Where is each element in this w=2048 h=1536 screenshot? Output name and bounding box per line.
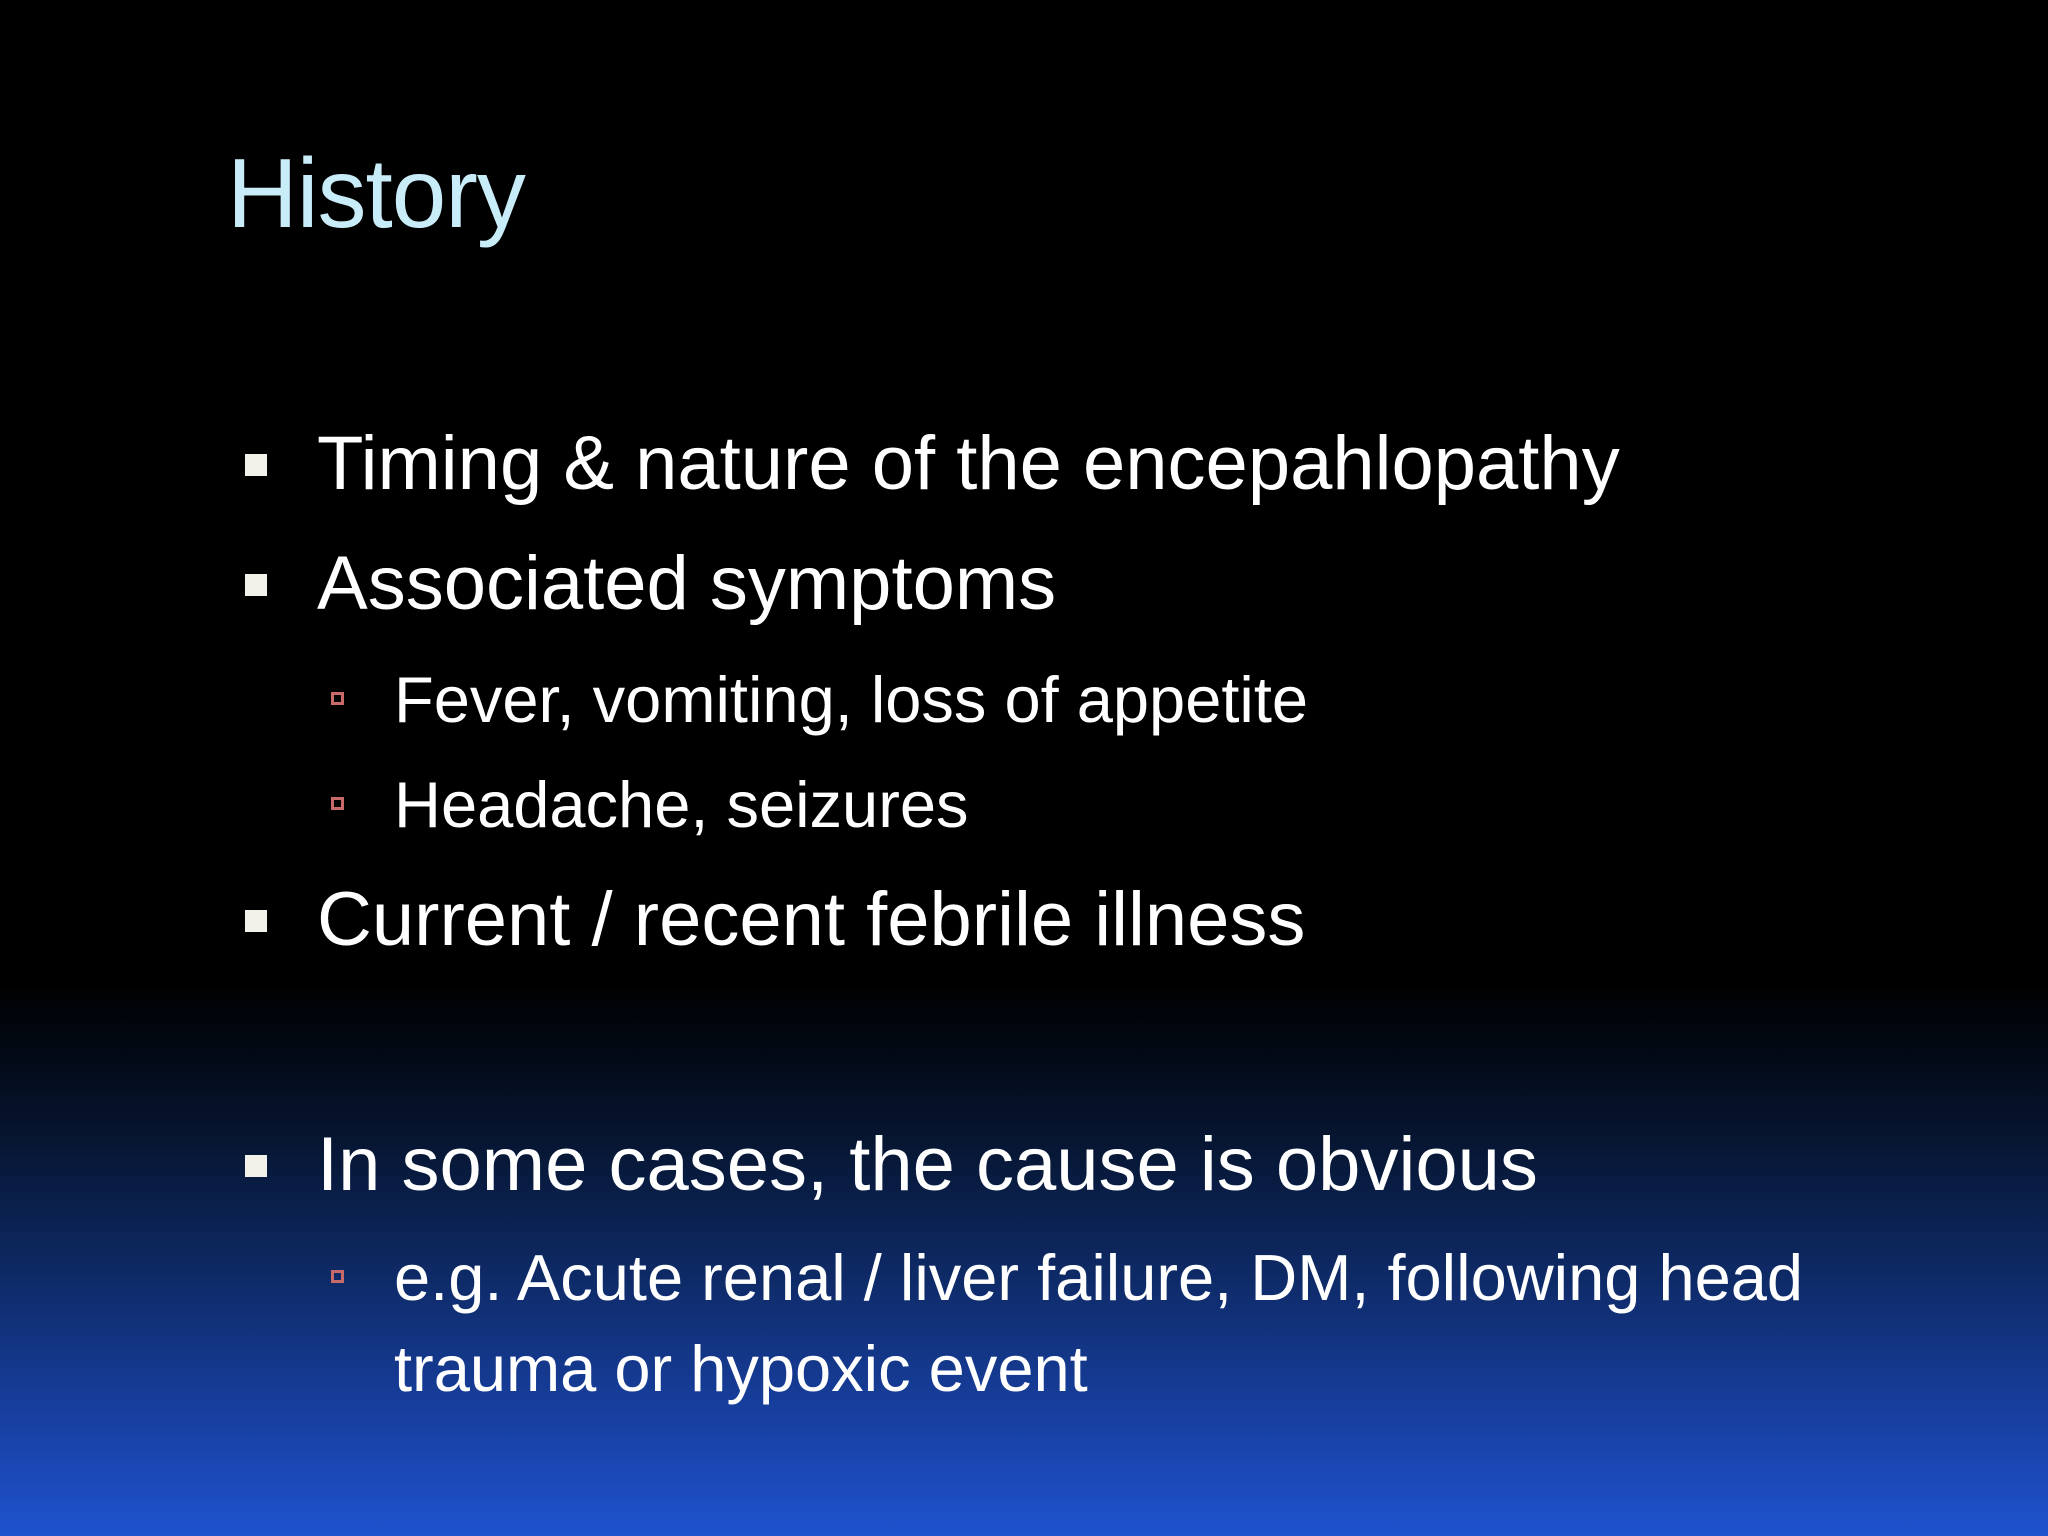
bullet-text: Associated symptoms bbox=[317, 541, 1057, 626]
bullet-text: Timing & nature of the encepahlopathy bbox=[317, 421, 1620, 506]
bullet-item-timing bbox=[245, 418, 1620, 509]
square-bullet-icon bbox=[245, 910, 267, 932]
bullet-text: Current / recent febrile illness bbox=[317, 877, 1306, 962]
sub-bullet-text: e.g. Acute renal / liver failure, DM, following head trauma or hypoxic event bbox=[394, 1241, 1804, 1405]
hollow-square-bullet-icon bbox=[331, 797, 344, 810]
bullet-item-associated-symptoms bbox=[245, 538, 1056, 629]
bullet-text: In some cases, the cause is obvious bbox=[317, 1122, 1538, 1207]
bullet-item-cause-obvious bbox=[245, 1119, 1538, 1210]
slide-title: History bbox=[227, 138, 525, 248]
square-bullet-icon bbox=[245, 574, 267, 596]
bullet-item-febrile-illness bbox=[245, 874, 1305, 965]
hollow-square-bullet-icon bbox=[331, 1270, 344, 1283]
sub-bullet-text: Headache, seizures bbox=[394, 768, 969, 841]
sub-bullet-text: Fever, vomiting, loss of appetite bbox=[394, 663, 1309, 736]
sub-bullet-item-fever bbox=[331, 654, 1308, 745]
sub-bullet-item-example bbox=[331, 1232, 1974, 1414]
sub-bullet-item-headache bbox=[331, 759, 969, 850]
hollow-square-bullet-icon bbox=[331, 692, 344, 705]
square-bullet-icon bbox=[245, 454, 267, 476]
square-bullet-icon bbox=[245, 1155, 267, 1177]
